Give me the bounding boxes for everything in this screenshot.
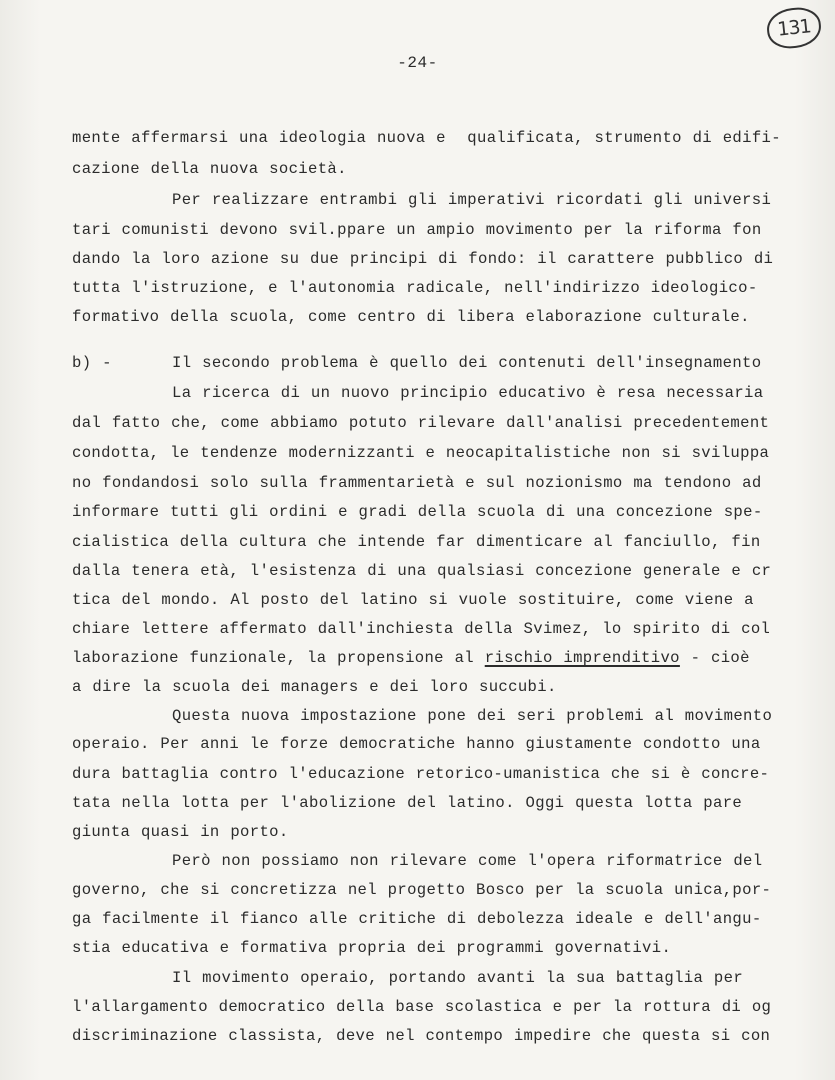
text-segment: - cioè — [679, 649, 750, 667]
section-heading-line — [72, 353, 761, 373]
paragraph-start: La ricerca di un nuovo principio educativo è resa necessaria — [172, 384, 764, 402]
text-line: dalla tenera età, l'esistenza di una qualsiasi concezione generale e cr — [72, 562, 772, 580]
underlined-phrase: rischio imprenditivo — [484, 649, 680, 667]
text-line: informare tutti gli ordini e gradi della scuola di una concezione spe- — [72, 503, 763, 521]
text-line: l'allargamento democratico della base scolastica e per la rottura di og — [72, 998, 772, 1016]
text-segment: laborazione funzionale, la propensione al — [72, 649, 485, 667]
text-line: a dire la scuola dei managers e dei loro succubi. — [72, 678, 557, 696]
text-line: dal fatto che, come abbiamo potuto rilevare dall'analisi precedentement — [72, 414, 770, 432]
section-label: b) - — [72, 354, 112, 372]
text-line: no fondandosi solo sulla frammentarietà e sul nozionismo ma tendono ad — [72, 474, 762, 492]
text-line: dando la loro azione su due principi di fondo: il carattere pubblico di — [72, 250, 774, 268]
text-line: stia educativa e formativa propria dei programmi governativi. — [72, 939, 672, 957]
text-line: chiare lettere affermato dall'inchiesta della Svimez, lo spirito di col — [72, 620, 771, 638]
text-line: tata nella lotta per l'abolizione del latino. Oggi questa lotta pare — [72, 794, 743, 812]
text-line: discriminazione classista, deve nel contempo impedire che questa si con — [72, 1027, 771, 1045]
text-line: giunta quasi in porto. — [72, 823, 289, 841]
text-line: dura battaglia contro l'educazione retorico-umanistica che si è concre- — [72, 765, 770, 783]
archive-stamp: 131 — [765, 5, 823, 50]
text-line: tari comunisti devono svil.ppare un ampio movimento per la riforma fon — [72, 221, 762, 239]
text-line: operaio. Per anni le forze democratiche hanno giustamente condotto una — [72, 735, 761, 753]
text-line: formativo della scuola, come centro di libera elaborazione culturale. — [72, 308, 750, 326]
paragraph-start: Però non possiamo non rilevare come l'opera riformatrice del — [172, 852, 763, 870]
text-line: ga facilmente il fianco alle critiche di debolezza ideale e dell'angu- — [72, 910, 762, 928]
text-line: condotta, le tendenze modernizzanti e neocapitalistiche non si sviluppa — [72, 444, 770, 462]
section-heading: Il secondo problema è quello dei contenuti dell'insegnamento — [172, 354, 762, 372]
text-line: cialistica della cultura che intende far dimenticare al fanciullo, fin — [72, 533, 761, 551]
text-line: tutta l'istruzione, e l'autonomia radicale, nell'indirizzo ideologico- — [72, 279, 758, 297]
text-line: cazione della nuova società. — [72, 160, 347, 178]
text-line — [72, 648, 750, 668]
paragraph-start: Il movimento operaio, portando avanti la sua battaglia per — [172, 969, 744, 987]
text-line: governo, che si concretizza nel progetto Bosco per la scuola unica,por- — [72, 881, 772, 899]
text-line: tica del mondo. Al posto del latino si vuole sostituire, come viene a — [72, 591, 754, 609]
text-line: mente affermarsi una ideologia nuova e qualificata, strumento di edifi- — [72, 129, 781, 147]
paragraph-start: Per realizzare entrambi gli imperativi ricordati gli universi — [172, 191, 772, 209]
page-number: -24- — [397, 54, 438, 72]
paragraph-start: Questa nuova impostazione pone dei seri problemi al movimento — [172, 707, 773, 725]
